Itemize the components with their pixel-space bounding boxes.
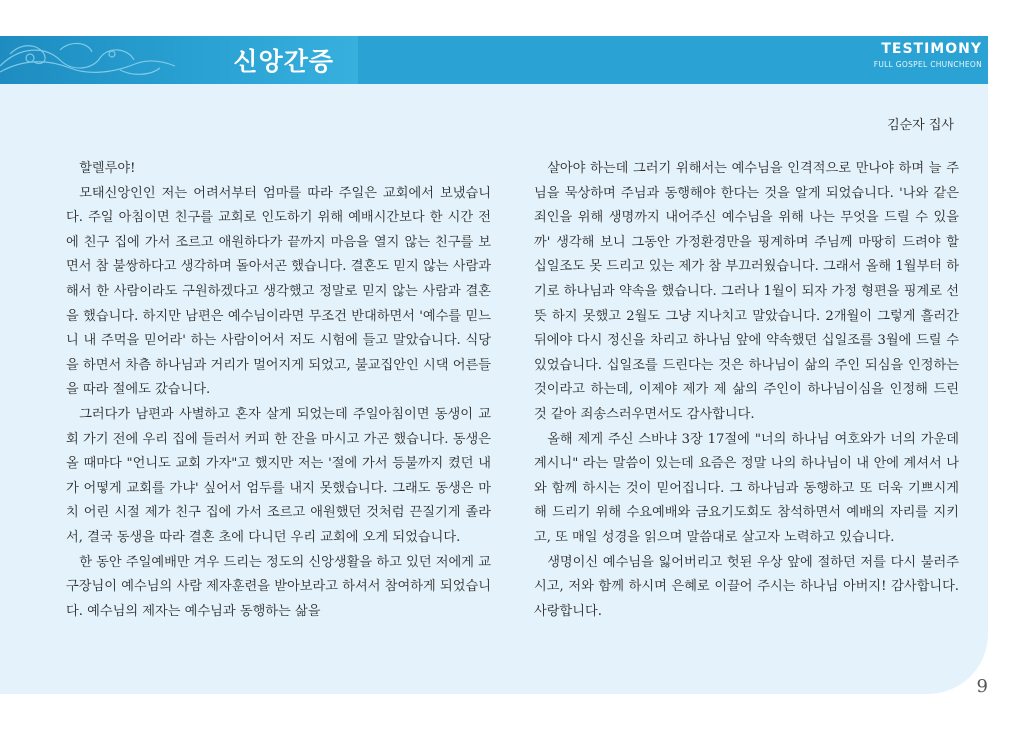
left-column: [66, 157, 491, 624]
header-title-box: [0, 36, 358, 84]
paragraph: 올해 제게 주신 스바냐 3장 17절에 "너의 하나님 여호와가 너의 가운데 계시니" 라는 말씀이 있는데 요즘은 정말 나의 하나님이 내 안에 계셔서 나와 함께 하시는 것이 믿어집니다. 그 하나님과 동행하고 또 더욱 기쁘시게 해 드리기 위해 수요예배와 금요기도회도 참석하면서 예배의 자리를 지키고, 또 매일 성경을 읽으며 말씀대로 살고자 노력하고 있습니다.: [534, 431, 959, 545]
paragraph: 살아야 하는데 그러기 위해서는 예수님을 인격적으로 만나야 하며 늘 주님을 묵상하며 주님과 동행해야 한다는 것을 알게 되었습니다. '나와 같은 죄인을 위해 생명까지 내어주신 예수님을 위해 나는 무엇을 드릴 수 있을까' 생각해 보니 그동안 가정환경만을 핑계하며 주님께 마땅히 드려야 할 십일조도 못 드리고 있는 제가 참 부끄러웠습니다. 그래서 올해 1월부터 하기로 하나님과 약속을 했습니다. 그러나 1월이 되자 가정 형편을 핑계로 선뜻 하지 못했고 2월도 그냥 지나치고 말았습니다. 2개월이 그렇게 흘러간 뒤에야 다시 정신을 차리고 하나님 앞에 약속했던 십일조를 3월에 드릴 수 있었습니다. 십일조를 드린다는 것은 하나님이 삶의 주인 되심을 인정하는 것이라고 하는데, 이제야 제가 제 삶의 주인이 하나님이심을 인정해 드린 것 같아 죄송스러우면서도 감사합니다.: [534, 161, 959, 422]
decorative-swirl-icon: [0, 36, 200, 84]
english-subtitle: FULL GOSPEL CHUNCHEON: [873, 60, 982, 69]
right-column: [534, 157, 959, 624]
author-name: 김순자 집사: [887, 118, 954, 133]
section-title: 신앙간증: [233, 47, 334, 76]
paragraph: 그러다가 남편과 사별하고 혼자 살게 되었는데 주일아침이면 동생이 교회 가기 전에 우리 집에 들러서 커피 한 잔을 마시고 가곤 했습니다. 동생은 올 때마다 "언니도 교회 가자"고 했지만 저는 '절에 가서 등불까지 켰던 내가 어떻게 교회를 가냐' 싶어서 엄두를 내지 못했습니다. 그래도 동생은 마치 어린 시절 제가 친구 집에 가서 조르고 애원했던 것처럼 끈질기게 졸라서, 결국 동생을 따라 결혼 초에 다니던 우리 교회에 오게 되었습니다.: [66, 406, 491, 545]
paragraph: 한 동안 주일예배만 겨우 드리는 정도의 신앙생활을 하고 있던 저에게 교구장님이 예수님의 사람 제자훈련을 받아보라고 하셔서 참여하게 되었습니다. 예수님의 제자는 예수님과 동행하는 삶을: [66, 554, 491, 619]
page-number: 9: [976, 676, 988, 697]
paragraph: 생명이신 예수님을 잃어버리고 헛된 우상 앞에 절하던 저를 다시 불러주시고, 저와 함께 하시며 은혜로 이끌어 주시는 하나님 아버지! 감사합니다. 사랑합니다.: [534, 554, 959, 619]
header-english: [874, 40, 982, 72]
english-title: TESTIMONY: [881, 41, 982, 57]
paragraph: 모태신앙인인 저는 어려서부터 엄마를 따라 주일은 교회에서 보냈습니다. 주일 아침이면 친구를 교회로 인도하기 위해 예배시간보다 한 시간 전에 친구 집에 가서 조르고 애원하다가 끝까지 마음을 열지 않는 친구를 보면서 참 불쌍하다고 생각하며 돌아서곤 했습니다. 결혼도 믿지 않는 사람과 해서 한 사람이라도 구원하겠다고 생각했고 정말로 믿지 않는 사람과 결혼을 했습니다. 하지만 남편은 예수님이라면 무조건 반대하면서 '예수를 믿느니 내 주먹을 믿어라' 하는 사람이어서 저도 시험에 들고 말았습니다. 식당을 하면서 차츰 하나님과 거리가 멀어지게 되었고, 불교집안인 시댁 어른들을 따라 절에도 갔습니다.: [66, 185, 491, 398]
paragraph: 할렐루야!: [79, 161, 136, 176]
